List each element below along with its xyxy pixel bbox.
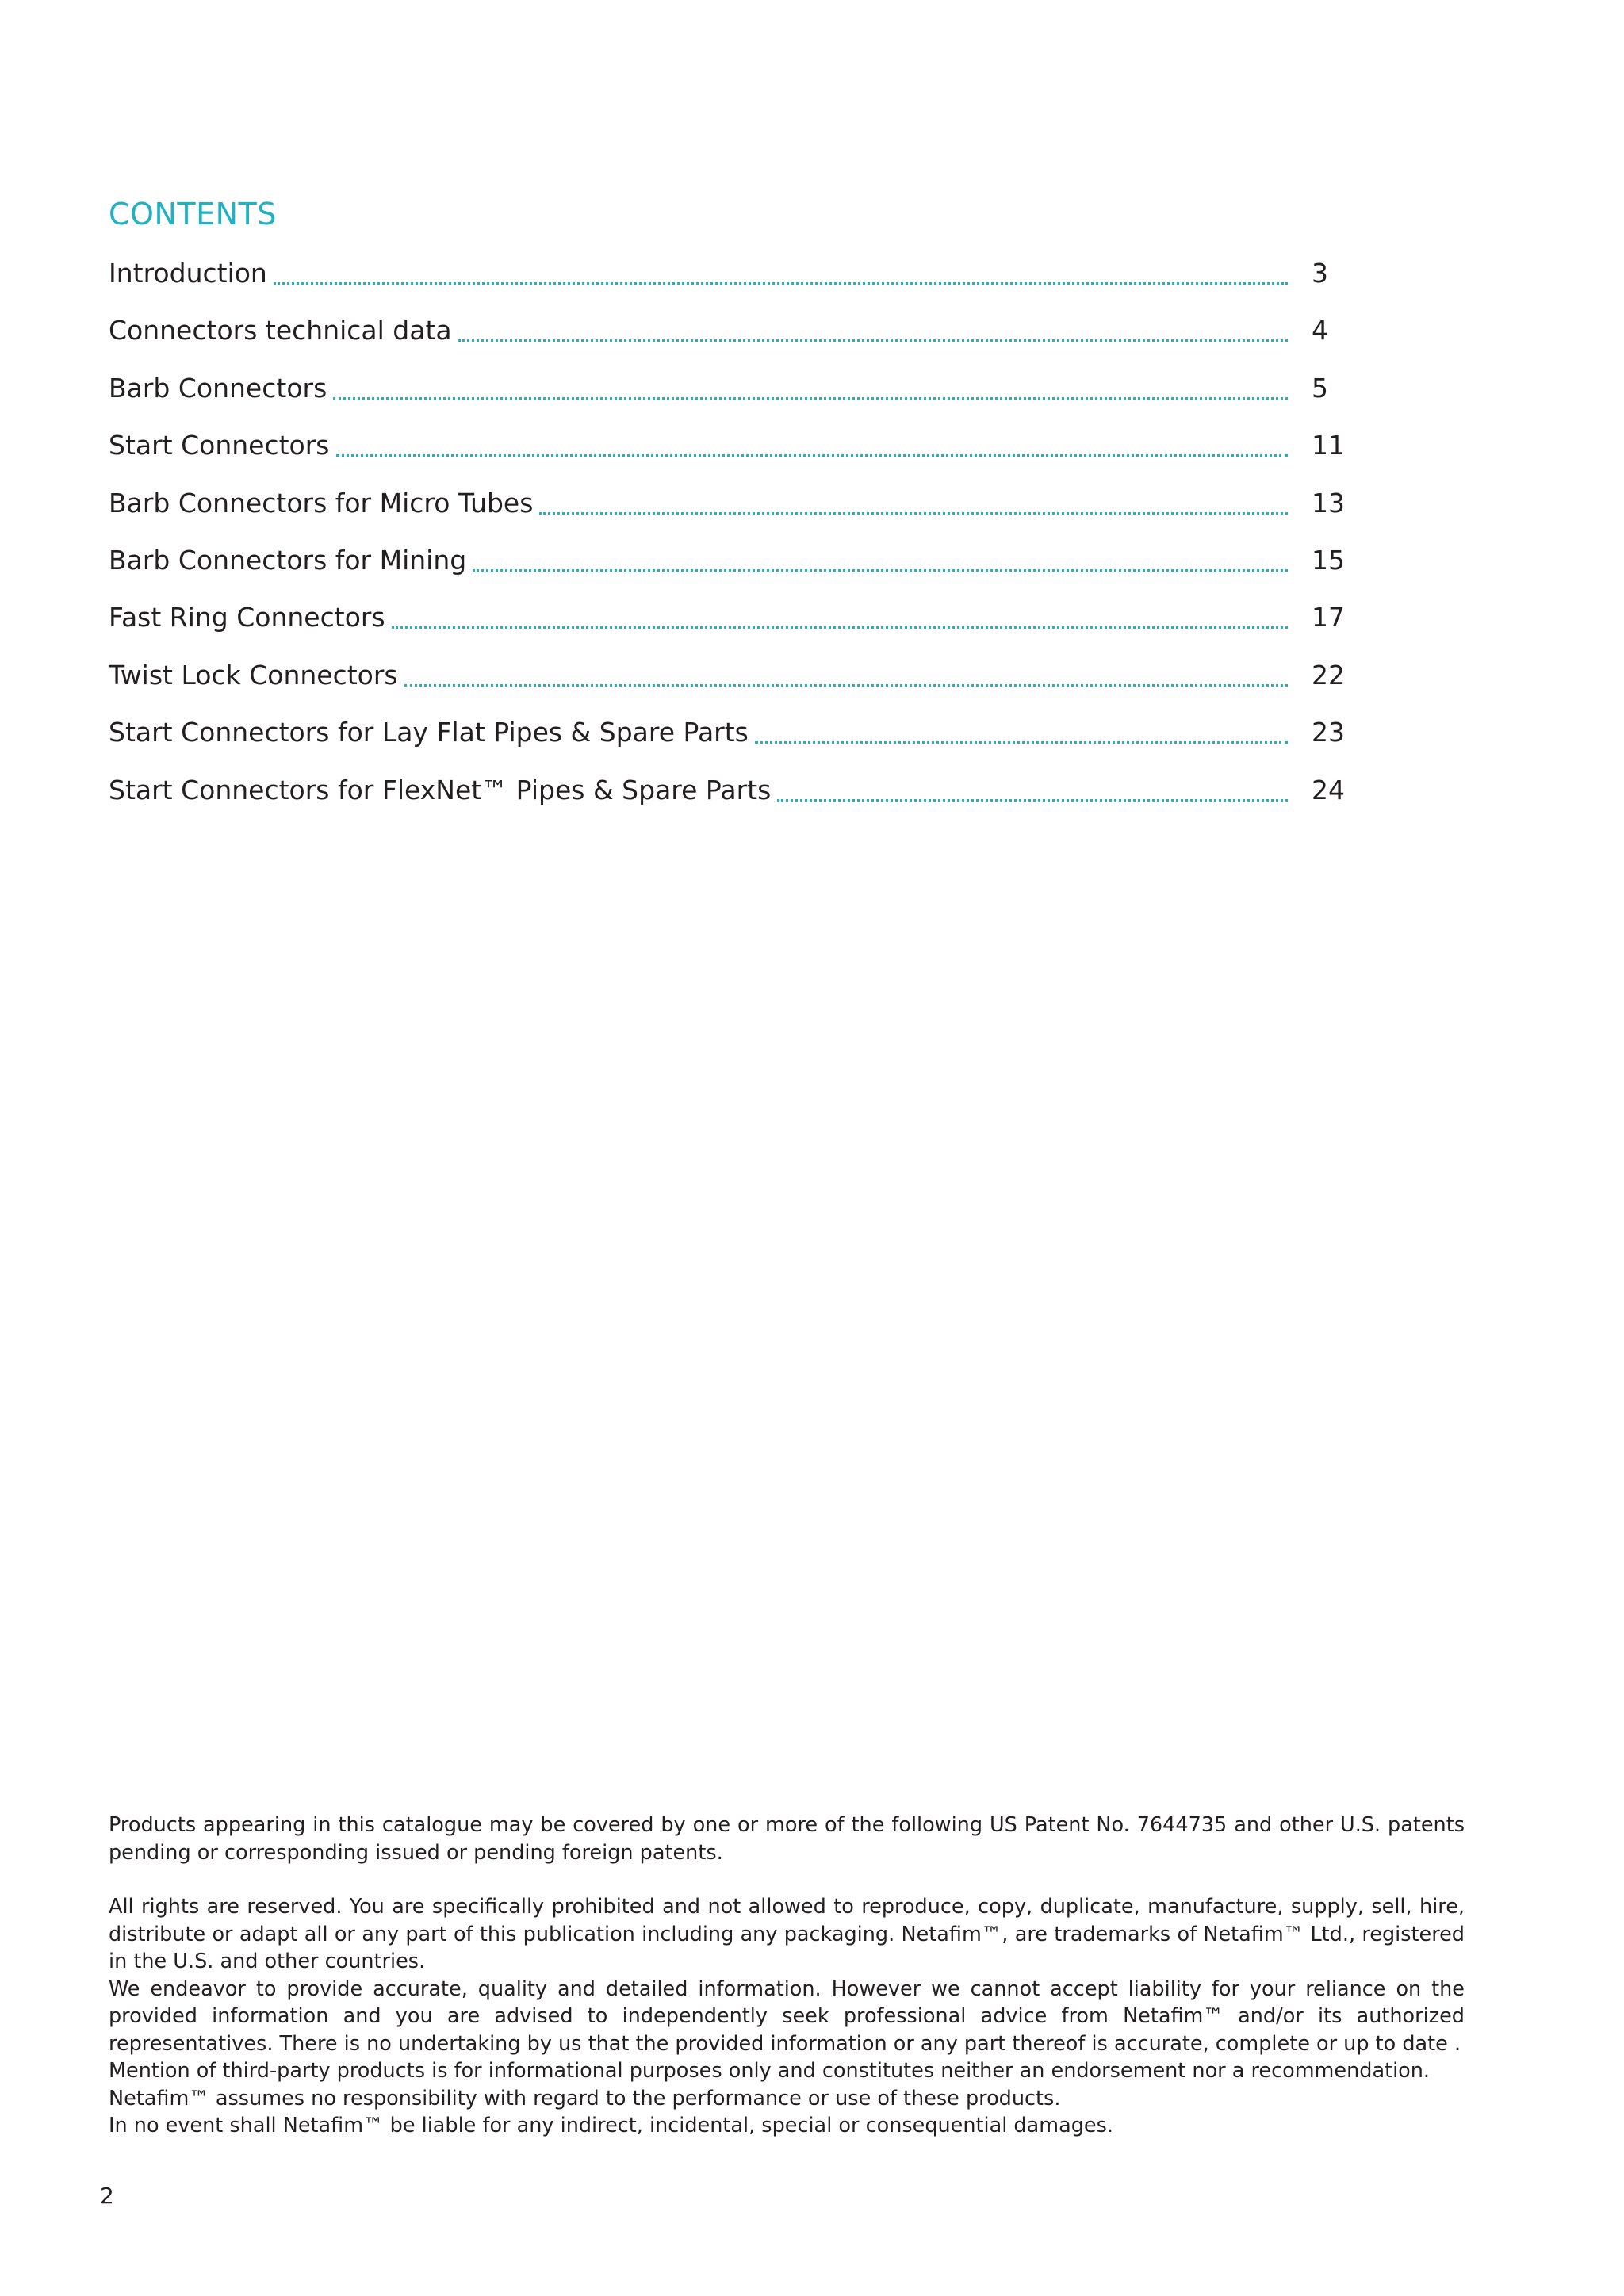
toc-entry-page: 11 bbox=[1312, 430, 1345, 461]
toc-entry-page: 5 bbox=[1312, 372, 1328, 404]
toc-entry-page: 15 bbox=[1312, 544, 1345, 576]
toc-entry-start-connectors[interactable] bbox=[109, 423, 1346, 480]
toc-entry-page: 22 bbox=[1312, 659, 1345, 691]
toc-entry-label: Connectors technical data bbox=[109, 315, 452, 346]
toc-dotted-leader bbox=[392, 626, 1288, 629]
toc-dotted-leader bbox=[333, 397, 1288, 400]
toc-entry-page: 24 bbox=[1312, 774, 1345, 806]
toc-entry-barb-connectors-micro-tubes[interactable] bbox=[109, 481, 1346, 538]
contents-heading: CONTENTS bbox=[109, 197, 277, 232]
toc-dotted-leader bbox=[755, 741, 1288, 744]
toc-entry-fast-ring-connectors[interactable] bbox=[109, 595, 1346, 652]
toc-dotted-leader bbox=[539, 512, 1288, 515]
toc-dotted-leader bbox=[458, 339, 1288, 342]
page-number: 2 bbox=[100, 2183, 114, 2209]
legal-disclaimer bbox=[109, 1812, 1465, 2140]
toc-entry-page: 13 bbox=[1312, 487, 1345, 519]
third-party-notice: Mention of third-party products is for informational purposes only and constitutes neither an endorsement nor a recommendation. bbox=[109, 2059, 1431, 2083]
toc-entry-lay-flat-pipes[interactable] bbox=[109, 710, 1346, 767]
toc-dotted-leader bbox=[777, 799, 1288, 802]
toc-entry-label: Barb Connectors for Micro Tubes bbox=[109, 487, 534, 519]
toc-entry-page: 4 bbox=[1312, 315, 1328, 346]
patents-notice: Products appearing in this catalogue may be covered by one or more of the following US Patent No. 7644735 and other U.S. patents pending or corresponding issued or pending foreign patents. bbox=[109, 1813, 1465, 1865]
toc-entry-label: Barb Connectors for Mining bbox=[109, 544, 467, 576]
toc-entry-introduction[interactable] bbox=[109, 251, 1346, 308]
responsibility-notice: Netafim™ assumes no responsibility with regard to the performance or use of these products. bbox=[109, 2086, 1061, 2110]
toc-entry-label: Start Connectors for FlexNet™ Pipes & Spare Parts bbox=[109, 774, 772, 806]
liability-notice: In no event shall Netafim™ be liable for any indirect, incidental, special or consequential damages. bbox=[109, 2114, 1113, 2137]
toc-entry-page: 3 bbox=[1312, 258, 1328, 289]
toc-entry-label: Start Connectors for Lay Flat Pipes & Spare Parts bbox=[109, 717, 749, 748]
toc-entry-connectors-technical-data[interactable] bbox=[109, 308, 1346, 365]
toc-entry-twist-lock-connectors[interactable] bbox=[109, 653, 1346, 710]
toc-entry-label: Twist Lock Connectors bbox=[109, 659, 398, 691]
toc-entry-label: Introduction bbox=[109, 258, 267, 289]
toc-dotted-leader bbox=[404, 684, 1288, 687]
toc-entry-barb-connectors-mining[interactable] bbox=[109, 538, 1346, 595]
toc-dotted-leader bbox=[473, 569, 1288, 572]
toc-entry-barb-connectors[interactable] bbox=[109, 366, 1346, 423]
toc-entry-flexnet-pipes[interactable] bbox=[109, 768, 1346, 825]
toc-entry-label: Start Connectors bbox=[109, 430, 330, 461]
accuracy-notice: We endeavor to provide accurate, quality and detailed information. However we cannot accept liability for your reliance on the provided information and you are advised to independently seek professional advice from Netafim™ and/or its authorized representatives. There is no undertaking by us that the provided information or any part thereof is accurate, complete or up to date . bbox=[109, 1976, 1465, 2056]
toc-dotted-leader bbox=[336, 454, 1288, 457]
toc-entry-label: Barb Connectors bbox=[109, 372, 327, 404]
rights-notice: All rights are reserved. You are specifically prohibited and not allowed to reproduce, copy, duplicate, manufacture, supply, sell, hire, distribute or adapt all or any part of this publication including any packaging. Netafim™, are trademarks of Netafim™ Ltd., registered in the U.S. and other countries. bbox=[109, 1895, 1465, 1973]
toc-dotted-leader bbox=[274, 282, 1288, 285]
toc-entry-page: 23 bbox=[1312, 717, 1345, 748]
table-of-contents bbox=[109, 251, 1346, 825]
toc-entry-label: Fast Ring Connectors bbox=[109, 602, 385, 633]
paragraph-gap bbox=[109, 1866, 1465, 1893]
toc-entry-page: 17 bbox=[1312, 602, 1345, 633]
